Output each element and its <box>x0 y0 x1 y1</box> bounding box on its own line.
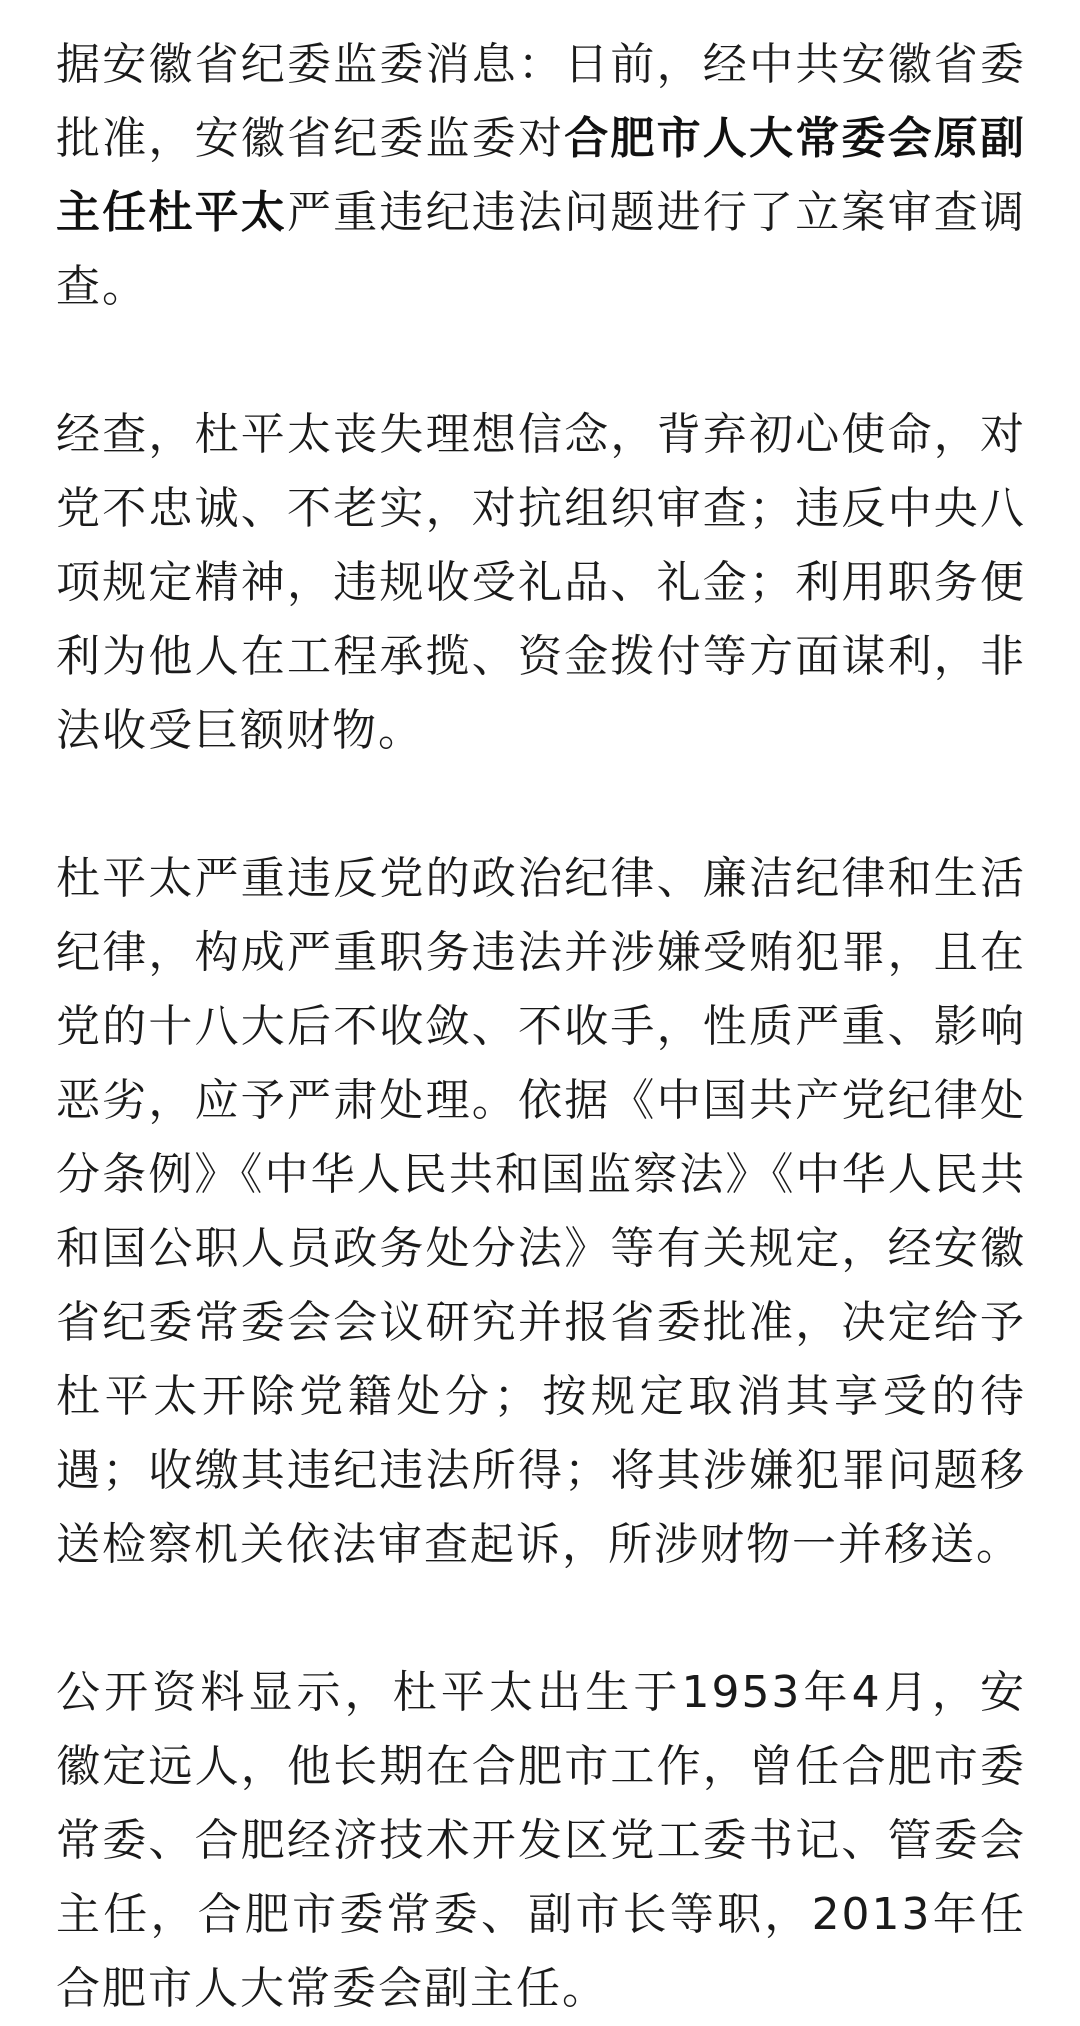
paragraph-1 <box>56 28 1026 324</box>
paragraph-2: 经查，杜平太丧失理想信念，背弃初心使命，对党不忠诚、不老实，对抗组织审查；违反中央八项规定精神，违规收受礼品、礼金；利用职务便利为他人在工程承揽、资金拨付等方面谋利，非法收受巨额财物。 <box>56 409 1026 756</box>
paragraph-3: 杜平太严重违反党的政治纪律、廉洁纪律和生活纪律，构成严重职务违法并涉嫌受贿犯罪，且在党的十八大后不收敛、不收手，性质严重、影响恶劣，应予严肃处理。依据《中国共产党纪律处分条例》《中华人民共和国监察法》《中华人民共和国公职人员政务处分法》等有关规定，经安徽省纪委常委会会议研究并报省委批准，决定给予杜平太开除党籍处分；按规定取消其享受的待遇；收缴其违纪违法所得；将其涉嫌犯罪问题移送检察机关依法审查起诉，所涉财物一并移送。 <box>56 853 1026 1570</box>
paragraph-1-lead: 据安徽省纪委监委消息：日前，经中共安徽省委批准，安徽省纪委监委对 <box>56 39 1026 164</box>
paragraph-1-highlight: 合肥市人大常委会原副主任杜平太 <box>56 113 1027 238</box>
paragraph-4: 公开资料显示，杜平太出生于1953年4月，安徽定远人，他长期在合肥市工作，曾任合肥市委常委、合肥经济技术开发区党工委书记、管委会主任，合肥市委常委、副市长等职，2013年任合肥市人大常委会副主任。 <box>56 1667 1026 2014</box>
paragraph-1-tail: 严重违纪违法问题进行了立案审查调查。 <box>56 187 1026 312</box>
article-body <box>56 28 1026 2026</box>
